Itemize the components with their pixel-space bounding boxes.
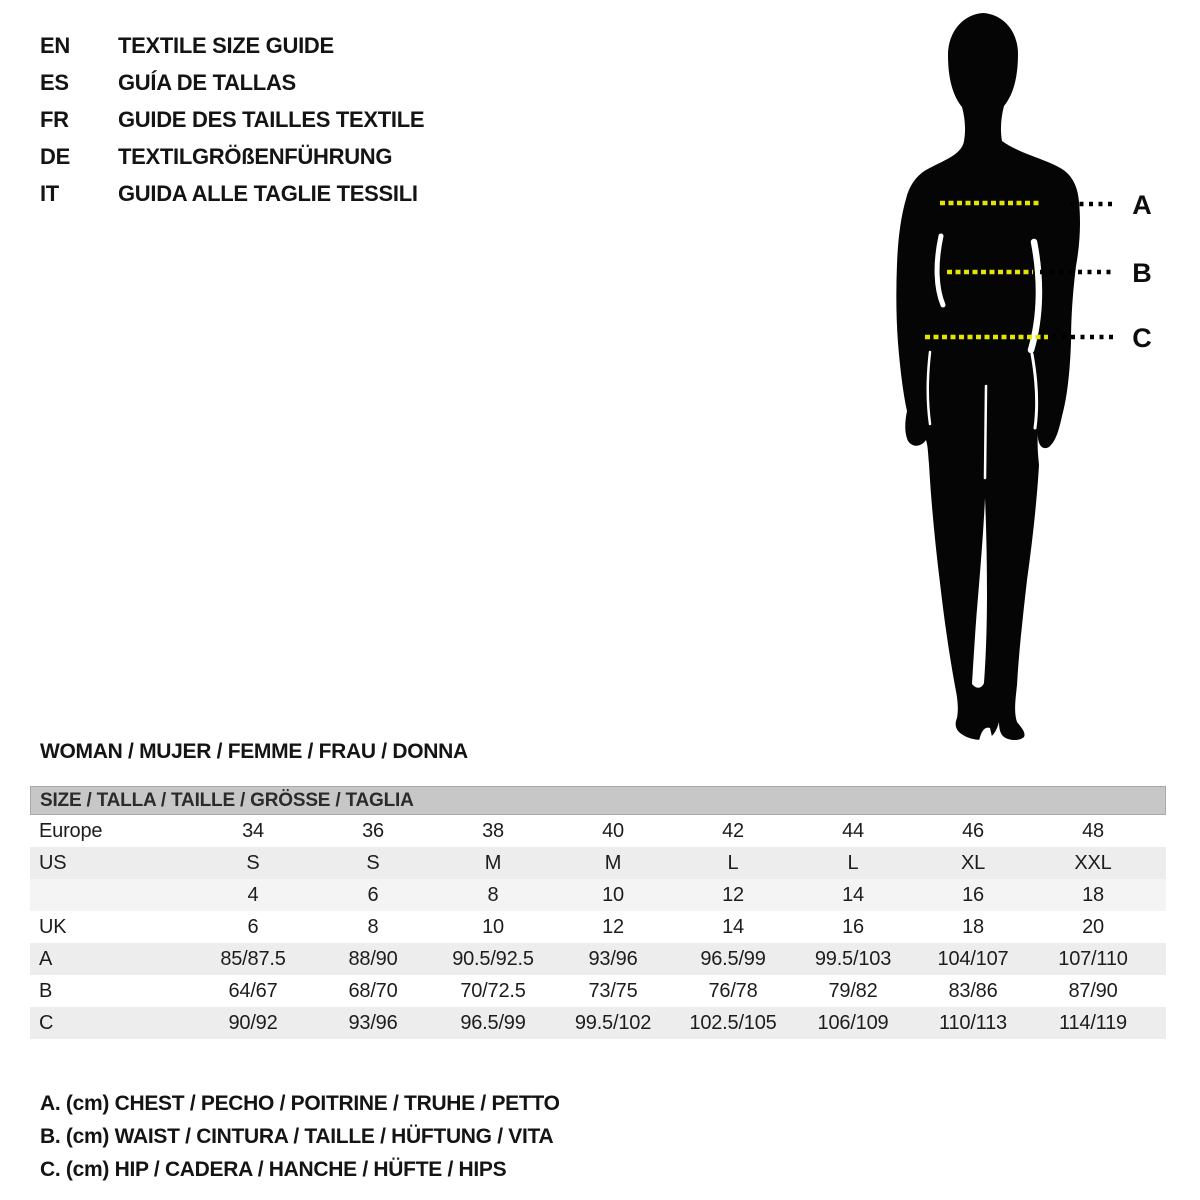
language-list	[40, 27, 424, 212]
table-cell: 88/90	[348, 947, 398, 970]
table-cell: 36	[362, 819, 384, 842]
table-cell: XXL	[1074, 851, 1112, 874]
table-cell: 12	[722, 883, 744, 906]
table-cell: 99.5/102	[574, 1011, 652, 1034]
lang-label-en: TEXTILE SIZE GUIDE	[118, 32, 334, 58]
table-cell: 79/82	[828, 979, 878, 1002]
table-cell: 4	[247, 883, 259, 906]
legend-line-hip: C. (cm) HIP / CADERA / HANCHE / HÜFTE / HIPS	[40, 1158, 507, 1181]
table-cell: 12	[602, 915, 624, 938]
row-label: B	[39, 979, 53, 1002]
lang-row-es	[40, 64, 424, 101]
table-cell: 96.5/99	[700, 947, 766, 970]
woman-silhouette	[896, 13, 1080, 740]
table-cell: 114/119	[1059, 1011, 1127, 1034]
row-label: A	[39, 947, 53, 970]
table-cell: 48	[1082, 819, 1104, 842]
table-cell: 96.5/99	[460, 1011, 526, 1034]
table-cell: L	[727, 851, 739, 874]
table-cell: 68/70	[348, 979, 398, 1002]
table-cell: 110/113	[939, 1011, 1007, 1034]
measure-label-c: C	[1132, 323, 1152, 353]
table-cell: 73/75	[588, 979, 638, 1002]
measure-label-a: A	[1132, 190, 1152, 220]
measurement-legend	[40, 1087, 560, 1186]
table-cell: 14	[842, 883, 864, 906]
table-cell: 46	[962, 819, 984, 842]
table-cell: 8	[487, 883, 499, 906]
table-cell: L	[847, 851, 859, 874]
table-cell: 104/107	[937, 947, 1009, 970]
table-cell: 20	[1082, 915, 1104, 938]
table-row-waist-b	[30, 975, 1166, 1007]
lang-code-de: DE	[40, 143, 70, 169]
table-cell: 102.5/105	[689, 1011, 777, 1034]
legend-line-waist: B. (cm) WAIST / CINTURA / TAILLE / HÜFTUNG / VITA	[40, 1125, 554, 1148]
table-cell: 18	[1082, 883, 1104, 906]
lang-code-en: EN	[40, 32, 70, 58]
table-cell: 90/92	[228, 1011, 278, 1034]
table-cell: 106/109	[817, 1011, 889, 1034]
table-cell: 6	[367, 883, 379, 906]
lang-label-es: GUÍA DE TALLAS	[118, 69, 296, 95]
lang-code-es: ES	[40, 69, 69, 95]
table-cell: 93/96	[348, 1011, 398, 1034]
woman-silhouette-svg	[880, 0, 1200, 748]
table-cell: 18	[962, 915, 984, 938]
table-cell: XL	[960, 851, 986, 874]
table-cell: 42	[722, 819, 744, 842]
section-title: WOMAN / MUJER / FEMME / FRAU / DONNA	[40, 740, 468, 763]
lang-row-it	[40, 175, 424, 212]
table-cell: 34	[242, 819, 264, 842]
lang-row-fr	[40, 101, 424, 138]
table-cell: 93/96	[588, 947, 638, 970]
table-cell: 8	[367, 915, 379, 938]
table-cell: 14	[722, 915, 744, 938]
table-row-europe	[30, 815, 1166, 847]
table-cell: 85/87.5	[220, 947, 286, 970]
size-table-header: SIZE / TALLA / TAILLE / GRÖSSE / TAGLIA	[30, 786, 1166, 815]
table-cell: 44	[842, 819, 864, 842]
table-cell: 70/72.5	[460, 979, 526, 1002]
table-row-us	[30, 847, 1166, 879]
lang-code-it: IT	[40, 180, 59, 206]
lang-label-fr: GUIDE DES TAILLES TEXTILE	[118, 106, 425, 132]
table-row-us-numeric	[30, 879, 1166, 911]
table-cell: S	[366, 851, 380, 874]
legend-line-chest: A. (cm) CHEST / PECHO / POITRINE / TRUHE / PETTO	[40, 1092, 560, 1115]
table-cell: 38	[482, 819, 504, 842]
table-cell: M	[604, 851, 622, 874]
measure-label-b: B	[1132, 258, 1152, 288]
woman-figure	[880, 0, 1200, 748]
table-cell: 90.5/92.5	[452, 947, 534, 970]
table-row-chest-a	[30, 943, 1166, 975]
upper-leg-gap	[985, 386, 986, 478]
table-cell: 83/86	[948, 979, 998, 1002]
table-cell: 6	[247, 915, 259, 938]
row-label: Europe	[39, 819, 103, 842]
table-cell: 76/78	[708, 979, 758, 1002]
lang-row-de	[40, 138, 424, 175]
table-cell: S	[246, 851, 260, 874]
table-cell: 87/90	[1068, 979, 1118, 1002]
lang-label-de: TEXTILGRÖßENFÜHRUNG	[118, 143, 393, 169]
lang-code-fr: FR	[40, 106, 69, 132]
table-cell: M	[484, 851, 502, 874]
table-cell: 99.5/103	[814, 947, 892, 970]
table-row-hip-c	[30, 1007, 1166, 1039]
row-label: UK	[39, 915, 67, 938]
table-cell: 40	[602, 819, 624, 842]
table-row-uk	[30, 911, 1166, 943]
table-cell: 16	[962, 883, 984, 906]
table-cell: 10	[602, 883, 624, 906]
lang-row-en	[40, 27, 424, 64]
size-table	[30, 786, 1166, 1039]
table-cell: 10	[482, 915, 504, 938]
table-cell: 64/67	[228, 979, 278, 1002]
lang-label-it: GUIDA ALLE TAGLIE TESSILI	[118, 180, 418, 206]
table-cell: 16	[842, 915, 864, 938]
row-label: C	[39, 1011, 54, 1034]
table-cell: 107/110	[1058, 947, 1128, 970]
row-label: US	[39, 851, 67, 874]
